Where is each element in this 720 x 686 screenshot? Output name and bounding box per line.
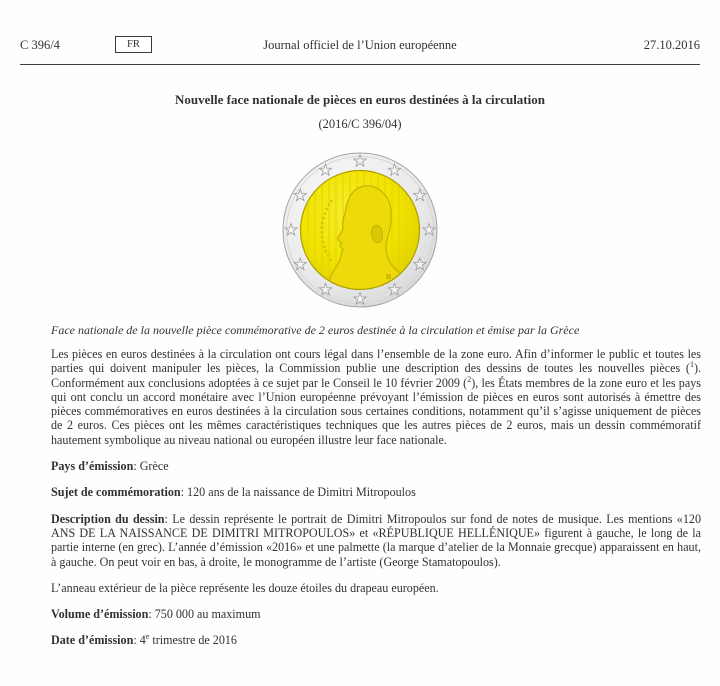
- field-separator: :: [164, 511, 173, 526]
- two-euro-coin-image: [280, 150, 440, 310]
- footnote-marker-2: 2: [467, 374, 472, 384]
- intro-text-2: ). Conformément aux conclusions adoptées à ce sujet par le Conseil le 10 février 2009 (: [51, 361, 701, 390]
- coin-caption: Face nationale de la nouvelle pièce commémorative de 2 euros destinée à la circulation et émise par la Grèce: [51, 323, 580, 337]
- field-volume-emission: [51, 607, 701, 621]
- field-date-emission: [51, 633, 701, 647]
- journal-title: Journal officiel de l’Union européenne: [263, 38, 457, 52]
- coin-figure: [0, 150, 720, 312]
- field-label: Date d’émission: [51, 633, 134, 648]
- artist-monogram-mark: [386, 274, 391, 279]
- field-value: 120 ans de la naissance de Dimitri Mitropoulos: [187, 485, 416, 500]
- header-rule: [20, 64, 700, 65]
- ordinal-suffix: e: [145, 632, 150, 642]
- document-reference: (2016/C 396/04): [318, 117, 402, 131]
- document-title: Nouvelle face nationale de pièces en euros destinées à la circulation: [175, 92, 545, 107]
- field-label: Pays d’émission: [51, 459, 134, 474]
- field-value: Grèce: [139, 459, 169, 474]
- intro-text-3: ), les États membres de la zone euro et les pays qui ont conclu un accord monétaire avec l’Union européenne prévoyant l’émission de pièces en euros sont autorisés à émettre des pièces commémoratives en euros destinées à la circulation sous certaines conditions, notamment qu’il s’agisse uniquement de pièces de 2 euros. Ces pièces ont les mêmes caractéristiques techniques que les autres pièces de 2 euros, mais un dessin commémoratif hautement symbolique au niveau national ou européen illustre leur face nationale.: [51, 375, 701, 447]
- footnote-marker-1: 1: [689, 360, 694, 370]
- field-value-rest: trimestre de 2016: [149, 633, 237, 648]
- field-description-dessin: [51, 512, 701, 569]
- page-header: [20, 0, 700, 56]
- field-value-number: 4: [139, 633, 146, 648]
- paragraph-text: L’anneau extérieur de la pièce représente les douze étoiles du drapeau européen.: [51, 580, 439, 595]
- field-value: 750 000 au maximum: [154, 607, 261, 622]
- intro-paragraph: [51, 347, 701, 447]
- field-separator: :: [133, 459, 140, 474]
- field-label: Description du dessin: [51, 511, 165, 526]
- field-pays-emission: [51, 459, 701, 473]
- field-label: Sujet de commémoration: [51, 485, 181, 500]
- language-badge: FR: [115, 36, 152, 53]
- field-separator: :: [133, 633, 140, 648]
- paragraph-anneau-exterieur: [51, 581, 701, 595]
- field-sujet-commemoration: [51, 485, 701, 499]
- field-value: Le dessin représente le portrait de Dimitri Mitropoulos sur fond de notes de musique. Les mentions «120 ANS DE LA NAISSANCE DE DIMITRI MITROPOULOS» et «RÉPUBLIQUE HELLÉNIQUE» figurent à gauche, le long de la partie interne (en grec). L’année d’émission «2016» et une palmette (la marque d’atelier de la Monnaie grecque) apparaissent en haut, à gauche. On peut voir en bas, à droite, le monogramme de l’artiste (George Stamatopoulos).: [51, 511, 701, 569]
- field-separator: :: [148, 607, 155, 622]
- page-reference: C 396/4: [20, 38, 60, 52]
- field-label: Volume d’émission: [51, 607, 149, 622]
- issue-date: 27.10.2016: [643, 38, 700, 52]
- intro-text-1: Les pièces en euros destinées à la circulation ont cours légal dans l’ensemble de la zone euro. Afin d’informer le public et toutes les parties qui doivent manipuler les pièces, la Commission publie une description des dessins de toutes les nouvelles pièces (: [51, 347, 701, 376]
- field-separator: :: [180, 485, 188, 500]
